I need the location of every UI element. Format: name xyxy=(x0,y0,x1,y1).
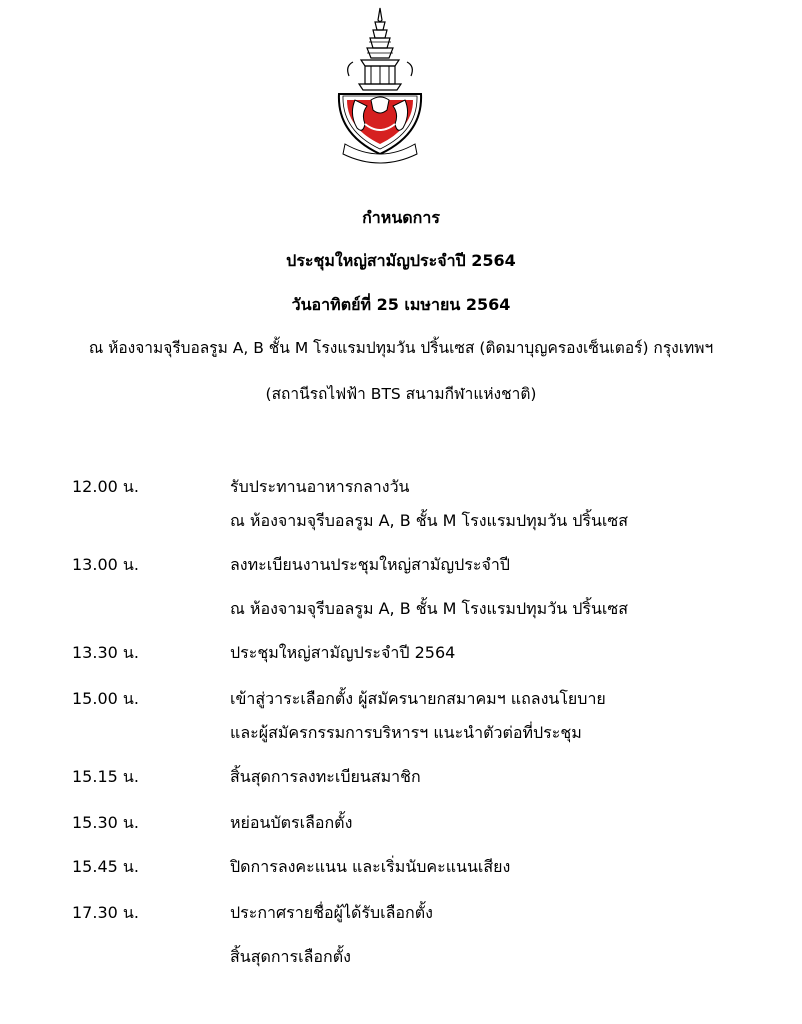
schedule-item: ประกาศรายชื่อผู้ได้รับเลือกตั้ง xyxy=(230,903,433,922)
meeting-venue: ณ ห้องจามจุรีบอลรูม A, B ชั้น M โรงแรมปทุมวัน ปริ้นเซส (ติดมาบุญครองเซ็นเตอร์) กรุงเทพฯ xyxy=(88,339,714,357)
schedule-item-detail: ณ ห้องจามจุรีบอลรูม A, B ชั้น M โรงแรมปทุมวัน ปริ้นเซส xyxy=(230,511,629,530)
schedule-item: เข้าสู่วาระเลือกตั้ง ผู้สมัครนายกสมาคมฯ แถลงนโยบาย xyxy=(230,689,606,708)
schedule-time: 15.15 น. xyxy=(72,767,139,786)
schedule-item: รับประทานอาหารกลางวัน xyxy=(230,477,410,496)
schedule-time: 13.00 น. xyxy=(72,555,139,574)
schedule-time: 15.30 น. xyxy=(72,813,139,832)
schedule-item: สิ้นสุดการลงทะเบียนสมาชิก xyxy=(230,767,421,786)
schedule-item: ลงทะเบียนงานประชุมใหญ่สามัญประจำปี xyxy=(230,555,510,574)
schedule-item: หย่อนบัตรเลือกตั้ง xyxy=(230,813,353,832)
meeting-name: ประชุมใหญ่สามัญประจำปี 2564 xyxy=(286,251,516,270)
transit-note: (สถานีรถไฟฟ้า BTS สนามกีฬาแห่งชาติ) xyxy=(265,385,537,403)
schedule-time: 12.00 น. xyxy=(72,477,139,496)
schedule-time: 13.30 น. xyxy=(72,643,139,662)
royal-crest-emblem-icon xyxy=(325,6,435,164)
schedule-item-detail: สิ้นสุดการเลือกตั้ง xyxy=(230,947,351,966)
schedule-item: ปิดการลงคะแนน และเริ่มนับคะแนนเสียง xyxy=(230,857,511,876)
schedule-item-detail: และผู้สมัครกรรมการบริหารฯ แนะนำตัวต่อที่ประชุม xyxy=(230,723,582,742)
schedule-item-detail: ณ ห้องจามจุรีบอลรูม A, B ชั้น M โรงแรมปทุมวัน ปริ้นเซส xyxy=(230,599,629,618)
schedule-time: 15.45 น. xyxy=(72,857,139,876)
schedule-time: 15.00 น. xyxy=(72,689,139,708)
schedule-time: 17.30 น. xyxy=(72,903,139,922)
schedule-item: ประชุมใหญ่สามัญประจำปี 2564 xyxy=(230,643,456,662)
meeting-date: วันอาทิตย์ที่ 25 เมษายน 2564 xyxy=(291,295,511,314)
page-title: กำหนดการ xyxy=(362,208,440,227)
